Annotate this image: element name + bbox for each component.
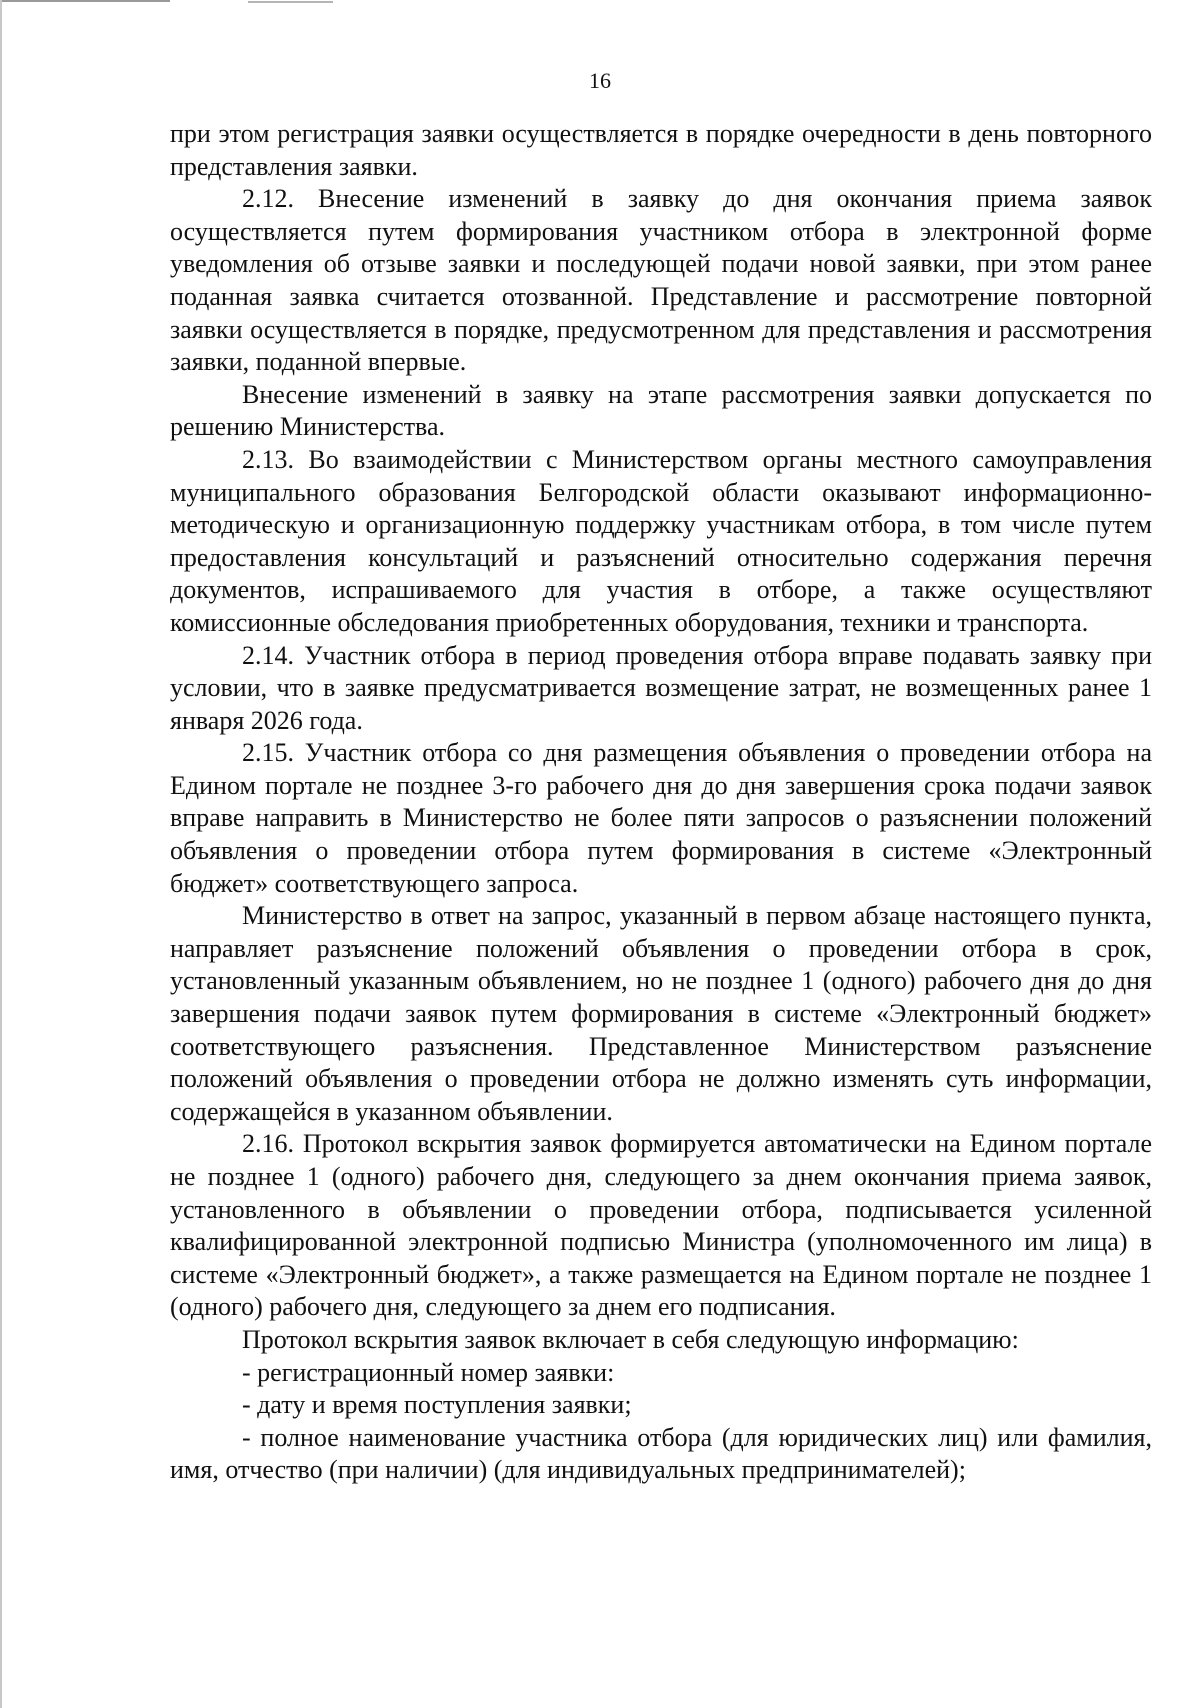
paragraph-ministry-response: Министерство в ответ на запрос, указанный в первом абзаце настоящего пункта, направляет разъяснение положений объявления о проведении отбора в срок, установленный указанным объявлением, но не позднее 1 (одного) рабочего дня до дня завершения подачи заявок путем формирования в системе «Электронный бюджет» соответствующего разъяснения. Представленное Министерством разъяснение положений объявления о проведении отбора не должно изменять суть информации, содержащейся в указанном объявлении. [170,901,1152,1126]
paragraph-continuation: при этом регистрация заявки осуществляется в порядке очередности в день повторного представления заявки. [170,119,1152,181]
paragraph-2-14: 2.14. Участник отбора в период проведения отбора вправе подавать заявку при условии, что в заявке предусматривается возмещение затрат, не возмещенных ранее 1 января 2026 года. [170,640,1152,735]
paragraph-2-13: 2.13. Во взаимодействии с Министерством органы местного самоуправления муниципального образования Белгородской области оказывают информационно-методическую и организационную поддержку участникам отбора, в том числе путем предоставления консультаций и разъяснений относительно содержания перечня документов, испрашиваемого для участия в отборе, а также осуществляют комиссионные обследования приобретенных оборудования, техники и транспорта. [170,444,1152,637]
paragraph-2-15: 2.15. Участник отбора со дня размещения объявления о проведении отбора на Едином портале не позднее 3-го рабочего дня до дня завершения срока подачи заявок вправе направить в Министерство не более пяти запросов о разъяснении положений объявления о проведении отбора путем формирования в системе «Электронный бюджет» соответствующего запроса. [170,738,1152,898]
paragraph-2-12: 2.12. Внесение изменений в заявку до дня окончания приема заявок осуществляется путем формирования участником отбора в электронной форме уведомления об отзыве заявки и последующей подачи новой заявки, при этом ранее поданная заявка считается отозванной. Представление и рассмотрение повторной заявки осуществляется в порядке, предусмотренном для представления и рассмотрения заявки, поданной впервые. [170,184,1152,377]
paragraph-protocol-contents: Протокол вскрытия заявок включает в себя следующую информацию: [242,1324,1019,1354]
list-item-participant-name: - полное наименование участника отбора (для юридических лиц) или фамилия, имя, отчество (при наличии) (для индивидуальных предпринимателей); [170,1422,1152,1485]
scan-edge-top [0,0,170,2]
paragraph-amendment-review: Внесение изменений в заявку на этапе рассмотрения заявки допускается по решению Министерства. [170,379,1152,442]
list-item-registration-number: - регистрационный номер заявки: [242,1357,615,1387]
page-number: 16 [589,68,611,93]
document-body [170,118,1152,1487]
scan-edge-top-secondary [248,1,333,3]
paragraph-2-16: 2.16. Протокол вскрытия заявок формируется автоматически на Едином портале не позднее 1 (одного) рабочего дня, следующего за днем окончания приема заявок, установленного в объявлении о проведении отбора, подписывается усиленной квалифицированной электронной подписью Министра (уполномоченного им лица) в системе «Электронный бюджет», а также размещается на Едином портале не позднее 1 (одного) рабочего дня, следующего за днем его подписания. [170,1129,1152,1322]
scan-edge-left [0,0,2,1708]
list-item-date-time: - дату и время поступления заявки; [242,1390,632,1420]
